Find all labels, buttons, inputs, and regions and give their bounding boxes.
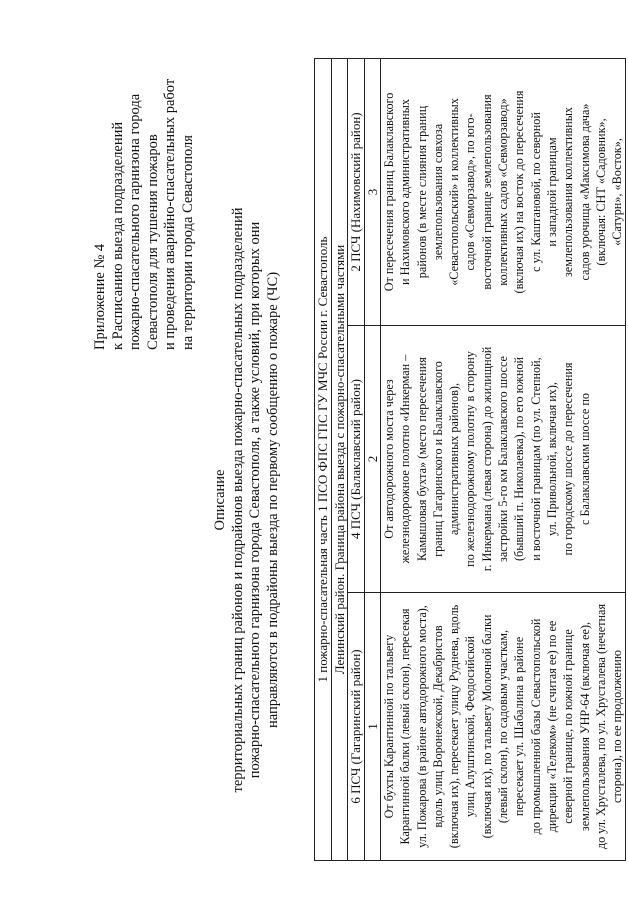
- cell-line: «Севастопольский» и коллективных: [447, 98, 462, 286]
- cell-line: районов (в месте слияния границ: [414, 105, 429, 279]
- cell-line: землепользования УНР-64 (включая ее),: [577, 621, 592, 832]
- cell-line: с ул. Каштановой, по северной: [528, 112, 543, 272]
- part-title: 1 пожарно-спасательная часть 1 ПСО ФПС ГПС ГУ МЧС России г. Севастополь: [315, 58, 332, 860]
- column-header: 4 ПСЧ (Балаклавский район): [348, 326, 365, 593]
- districts-table: [314, 58, 626, 861]
- cell-line: (бывший п. Николаевка), по его южной: [512, 356, 527, 562]
- cell-line: административных районов),: [447, 383, 462, 536]
- boundary-cell-1: [381, 593, 626, 861]
- description-line: пожарно-спасательного гарнизона города Севастополя, а также условий, при которых они: [247, 221, 263, 779]
- cell-line: землепользования совхоза: [430, 123, 445, 261]
- cell-line: г. Инкермана (левая сторона) до жилищной: [479, 346, 494, 572]
- appendix-line: Севастополя для тушения пожаров: [144, 134, 161, 350]
- district-title: Ленинский район. Граница района выезда с пожарно-спасательными частями: [331, 58, 348, 860]
- cell-line: От пересечения границ Балаклавского: [382, 92, 396, 292]
- appendix-line: на территории города Севастополя: [179, 135, 196, 350]
- cell-line: улиц Алуштинской, Феодосийской: [463, 635, 478, 818]
- cell-line: и Нахимовского административных: [398, 99, 413, 285]
- cell-line: по железнодорожному полотну в сторону: [463, 351, 478, 567]
- column-number: 1: [364, 593, 381, 861]
- cell-line: «Сатурн», «Восток»,: [610, 138, 625, 246]
- cell-line: (включая: СНТ «Садовник»,: [593, 118, 608, 266]
- cell-line: с Балаклавским шоссе по: [577, 393, 592, 525]
- cell-line: коллективных садов «Севморзавод»: [496, 98, 511, 286]
- cell-line: северной границе, по южной границе: [561, 629, 576, 824]
- boundary-cell-3: [381, 58, 626, 325]
- cell-line: землепользования коллективных: [561, 106, 576, 278]
- cell-line: и восточной границам (по ул. Степной,: [528, 357, 543, 561]
- appendix-line: пожарно-спасательного гарнизона города: [127, 93, 143, 350]
- cell-line: застройки 5-го км Балаклавского шоссе: [496, 356, 511, 562]
- cell-line: Камышовая бухта» (место пересечения: [414, 357, 429, 561]
- description-line: территориальных границ районов и подрайонов выезда пожарно-спасательных подразделений: [229, 207, 246, 793]
- column-number: 2: [364, 326, 381, 593]
- cell-line: границ Гагаринского и Балаклавского: [430, 361, 445, 557]
- description-line: направляются в подрайоны выезда по первому сообщению о пожаре (ЧС): [264, 271, 281, 729]
- cell-line: до ул. Хрусталева, по ул. Хрусталева (нечетная: [593, 603, 608, 850]
- cell-line: (включая их), по тальвегу Молочной балки: [479, 614, 494, 839]
- appendix-line: к Расписанию выезда подразделений: [109, 121, 126, 350]
- cell-line: (включая их) на восток до пересечения: [512, 90, 527, 294]
- cell-line: садов урочища «Максимова дача»: [577, 103, 592, 281]
- cell-line: Карантинной балки (левый склон), пересекая: [398, 608, 413, 845]
- cell-line: ул. Пожарова (в районе автодорожного моста),: [414, 605, 429, 848]
- cell-line: до промышленной базы Севастопольской: [528, 618, 543, 835]
- description-block: [212, 135, 282, 865]
- cell-line: сторона), по ее продолжению: [610, 650, 625, 803]
- column-number: 3: [364, 58, 381, 325]
- cell-line: ул. Привольной, включая их),: [544, 382, 559, 536]
- boundary-cell-2: [381, 326, 626, 593]
- appendix-line: и проведения аварийно-спасательных работ: [162, 78, 178, 350]
- cell-line: дирекции «Телеком» (не считая ее) по ее: [544, 620, 559, 833]
- cell-line: От автодорожного моста через: [382, 379, 396, 539]
- cell-line: садов «Севморзавод», по юго-: [463, 113, 478, 271]
- cell-line: От бухты Карантинной по тальвегу: [382, 634, 396, 819]
- cell-line: пересекает ул. Шабалина в районе: [512, 636, 527, 817]
- column-header: 6 ПСЧ (Гагаринский район): [348, 593, 365, 861]
- cell-line: вдоль улиц Воронежской, Декабристов: [430, 625, 445, 828]
- cell-line: восточной границе землепользования: [479, 94, 494, 290]
- appendix-header: [92, 20, 197, 350]
- cell-line: (левый склон), по садовым участкам,: [496, 629, 511, 824]
- cell-line: (включая их), пересекает улицу Руднева, вдоль: [447, 604, 462, 849]
- cell-line: по городскому шоссе до пересечения: [561, 362, 576, 556]
- description-title: Описание: [212, 469, 228, 531]
- appendix-line: Приложение № 4: [92, 243, 108, 350]
- cell-line: железнодорожное полотно «Инкерман –: [398, 354, 413, 564]
- cell-line: и западной границам: [544, 137, 559, 247]
- column-header: 2 ПСЧ (Нахимовский район): [348, 58, 365, 325]
